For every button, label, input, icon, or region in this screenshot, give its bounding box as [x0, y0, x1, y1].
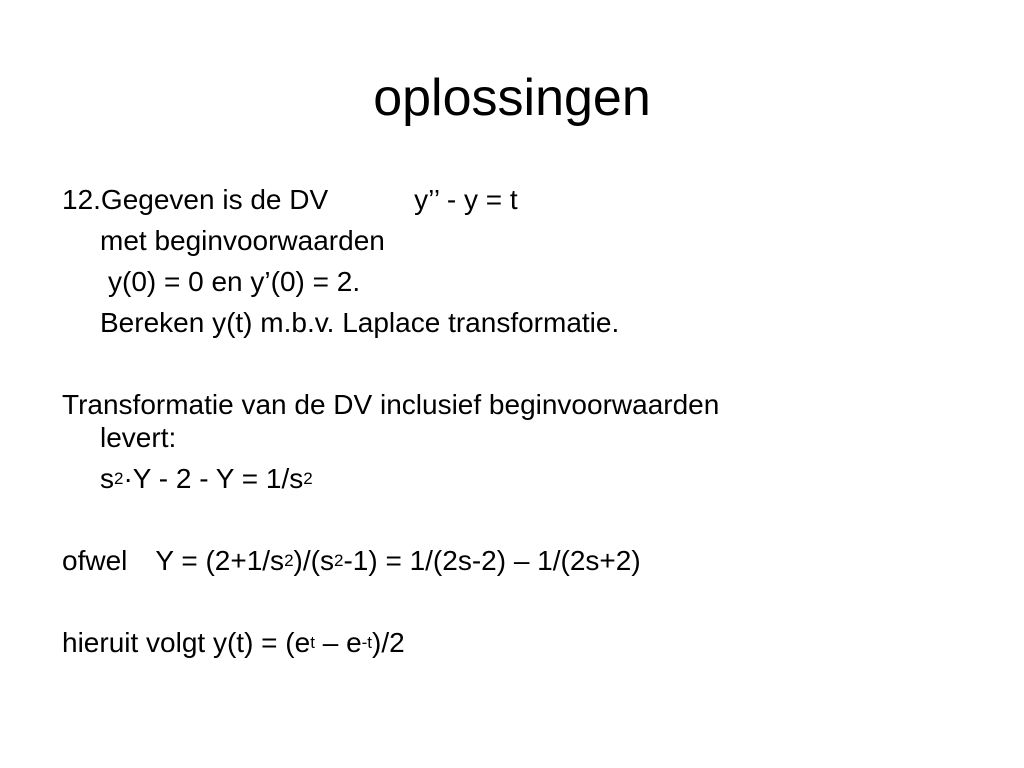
- ofwel-sup2: 2: [333, 551, 344, 570]
- transform-text-line-2: levert:: [100, 422, 177, 453]
- transform-eq-sup2: 2: [303, 469, 313, 488]
- problem-equation: y’’ - y = t: [414, 184, 518, 215]
- transform-eq-mid: ·Y - 2 - Y = 1/s: [123, 463, 304, 494]
- slide-title: oplossingen: [373, 69, 651, 127]
- ofwel-p3: -1) = 1/(2s-2) – 1/(2s+2): [343, 545, 641, 576]
- ofwel-label: ofwel: [62, 545, 128, 576]
- ofwel-p1: Y = (2+1/s: [155, 545, 285, 576]
- transform-eq-sup1: 2: [114, 469, 124, 488]
- transform-text-line-1: Transformatie van de DV inclusief beginvoorwaarden: [62, 389, 720, 420]
- ofwel-line: [62, 545, 641, 577]
- result-sup1: t: [310, 633, 315, 652]
- problem-line-2: met beginvoorwaarden: [100, 225, 385, 256]
- transform-eq-s: s: [100, 463, 114, 494]
- transform-equation: [100, 463, 313, 495]
- ofwel-sup1: 2: [284, 551, 294, 570]
- problem-line-4: Bereken y(t) m.b.v. Laplace transformatie.: [100, 307, 620, 338]
- result-p3: )/2: [372, 627, 405, 658]
- problem-line-3: y(0) = 0 en y’(0) = 2.: [108, 266, 361, 297]
- result-sup2: -t: [361, 633, 373, 652]
- result-p2: – e: [314, 627, 362, 658]
- ofwel-p2: )/(s: [293, 545, 334, 576]
- problem-line-1: [62, 184, 518, 216]
- result-line: [62, 627, 405, 659]
- result-p1: hieruit volgt y(t) = (e: [62, 627, 311, 658]
- problem-number-text: 12.Gegeven is de DV: [62, 184, 329, 215]
